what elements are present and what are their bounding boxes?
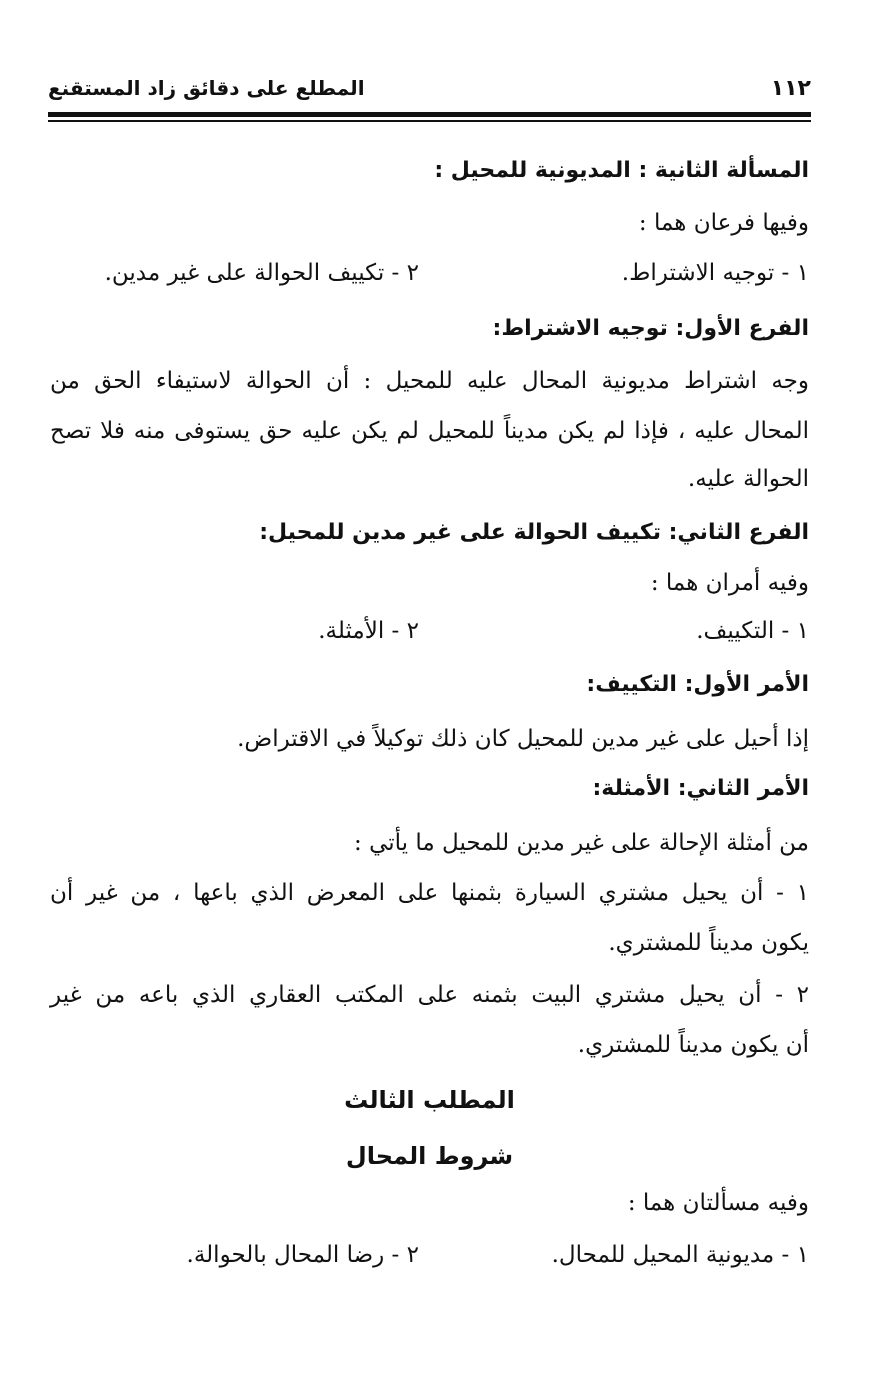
chapter-title: المطلب الثالث — [344, 1086, 515, 1114]
paragraph-line: وفيه مسألتان هما : — [627, 1190, 809, 1216]
subsection-heading: الأمر الثاني: الأمثلة: — [592, 776, 809, 801]
paragraph-line: الحوالة عليه. — [687, 466, 809, 492]
subsection-heading: الفرع الأول: توجيه الاشتراط: — [492, 316, 809, 341]
section-heading: المسألة الثانية : المديونية للمحيل : — [434, 158, 809, 183]
list-item: ٢ - الأمثلة. — [318, 618, 419, 644]
paragraph-line: من أمثلة الإحالة على غير مدين للمحيل ما يأتي : — [354, 830, 809, 856]
subsection-heading: الأمر الأول: التكييف: — [586, 672, 809, 697]
paragraph-line: وفيها فرعان هما : — [638, 210, 809, 236]
enumerated-pair — [50, 1238, 809, 1272]
list-item: ٢ - تكييف الحوالة على غير مدين. — [104, 260, 419, 286]
header-rule-thin — [48, 120, 811, 122]
paragraph-line: أن يكون مديناً للمشتري. — [577, 1032, 809, 1058]
paragraph-line: وفيه أمران هما : — [650, 570, 809, 596]
enumerated-pair — [50, 256, 809, 290]
paragraph-line: المحال عليه ، فإذا لم يكن مديناً للمحيل لم يكن عليه حق يستوفى منه فلا تصح — [50, 418, 809, 444]
page-header — [48, 70, 811, 110]
chapter-subtitle: شروط المحال — [345, 1142, 514, 1170]
list-item: ٢ - رضا المحال بالحوالة. — [186, 1242, 419, 1268]
paragraph-line: يكون مديناً للمشتري. — [608, 930, 809, 956]
subsection-heading: الفرع الثاني: تكييف الحوالة على غير مدين للمحيل: — [259, 520, 809, 545]
list-item: ١ - مديونية المحيل للمحال. — [551, 1242, 809, 1268]
list-item: ١ - توجيه الاشتراط. — [621, 260, 809, 286]
enumerated-pair — [50, 614, 809, 648]
paragraph-line: ٢ - أن يحيل مشتري البيت بثمنه على المكتب العقاري الذي باعه من غير — [50, 982, 809, 1008]
page-number: ١١٢ — [770, 76, 811, 101]
header-rule-thick — [48, 112, 811, 117]
running-title: المطلع على دقائق زاد المستقنع — [48, 76, 365, 100]
paragraph-line: ١ - أن يحيل مشتري السيارة بثمنها على المعرض الذي باعها ، من غير أن — [50, 880, 809, 906]
paragraph-line: وجه اشتراط مديونية المحال عليه للمحيل : أن الحوالة لاستيفاء الحق من — [50, 368, 809, 394]
paragraph-line: إذا أحيل على غير مدين للمحيل كان ذلك توكيلاً في الاقتراض. — [237, 726, 809, 752]
list-item: ١ - التكييف. — [696, 618, 809, 644]
